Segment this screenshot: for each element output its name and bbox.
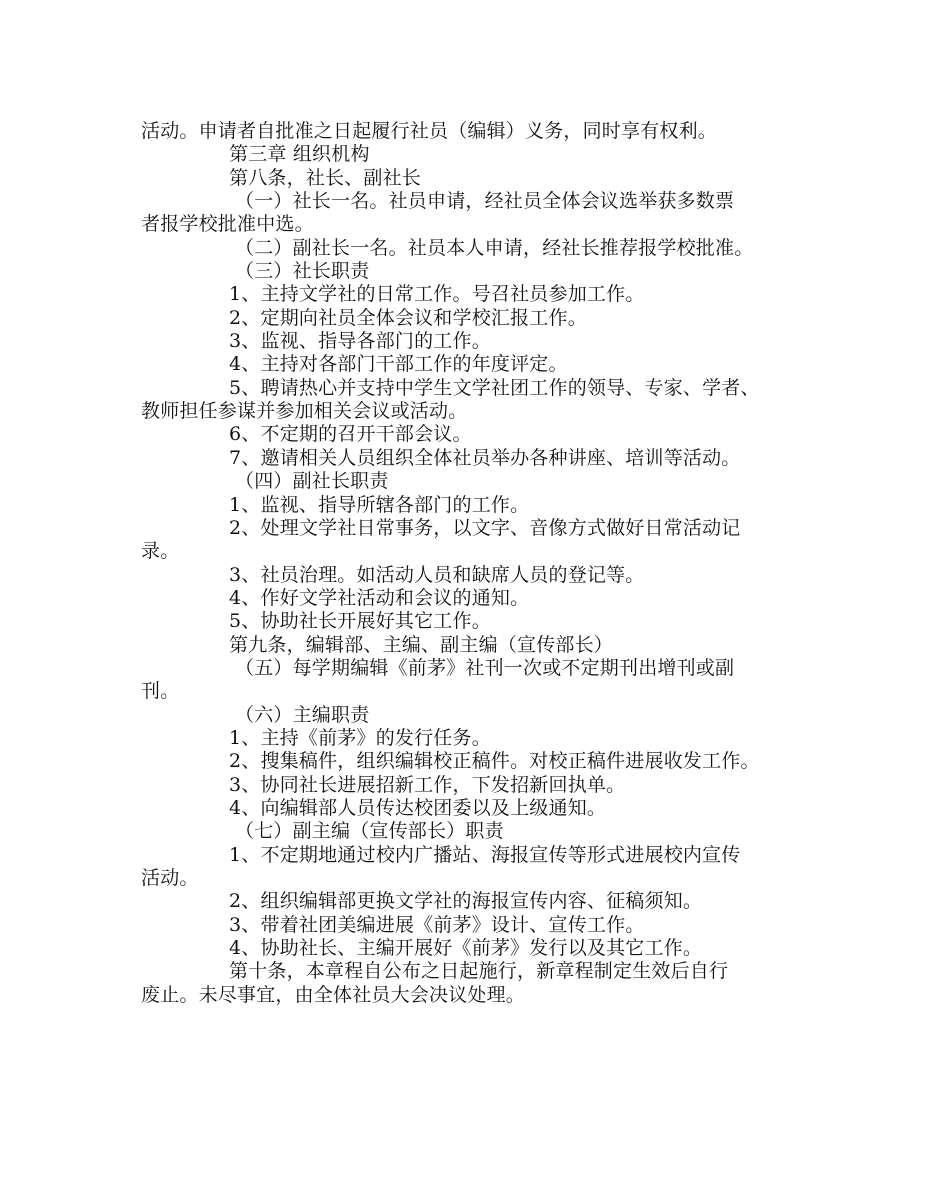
list-item: 7、邀请相关人员组织全体社员举办各种讲座、培训等活动。 [229, 446, 741, 469]
section-heading: （六）主编职责 [235, 703, 370, 726]
list-item: 1、主持《前茅》的发行任务。 [229, 726, 491, 749]
section-heading: （七）副主编（宣传部长）职责 [235, 820, 504, 843]
text-line: 教师担任参谋并参加相关会议或活动。 [141, 400, 468, 423]
list-item: 2、搜集稿件，组织编辑校正稿件。对校正稿件进展收发工作。 [229, 750, 760, 773]
text-line: 废止。未尽事宜，由全体社员大会决议处理。 [141, 983, 526, 1006]
text-line: 录。 [141, 540, 180, 563]
list-item: 4、协助社长、主编开展好《前茅》发行以及其它工作。 [229, 937, 703, 960]
list-item: 1、主持文学社的日常工作。号召社员参加工作。 [229, 283, 645, 306]
list-item: 2、组织编辑部更换文学社的海报宣传内容、征稿须知。 [229, 890, 703, 913]
list-item: 2、定期向社员全体会议和学校汇报工作。 [229, 306, 587, 329]
article-heading: 第八条，社长、副社长 [229, 166, 422, 189]
list-item: 6、不定期的召开干部会议。 [229, 423, 472, 446]
chapter-heading: 第三章 组织机构 [229, 143, 370, 166]
article-heading: 第十条，本章程自公布之日起施行，新章程制定生效后自行 [229, 960, 729, 983]
document-body [141, 120, 831, 1007]
list-item: 3、带着社团美编进展《前茅》设计、宣传工作。 [229, 913, 645, 936]
text-line: （二）副社长一名。社员本人申请，经社长推荐报学校批准。 [235, 236, 754, 259]
list-item: 1、不定期地通过校内广播站、海报宣传等形式进展校内宣传 [229, 843, 741, 866]
section-heading: （四）副社长职责 [235, 470, 389, 493]
list-item: 5、协助社长开展好其它工作。 [229, 610, 491, 633]
text-line: （五）每学期编辑《前茅》社刊一次或不定期刊出增刊或副 [235, 656, 735, 679]
article-heading: 第九条，编辑部、主编、副主编（宣传部长） [229, 633, 614, 656]
list-item: 3、协同社长进展招新工作，下发招新回执单。 [229, 773, 626, 796]
list-item: 1、监视、指导所辖各部门的工作。 [229, 493, 530, 516]
text-line: 活动。申请者自批准之日起履行社员（编辑）义务，同时享有权利。 [141, 120, 718, 142]
list-item: 3、社员治理。如活动人员和缺席人员的登记等。 [229, 563, 645, 586]
list-item: 3、监视、指导各部门的工作。 [229, 330, 491, 353]
text-line: 者报学校批准中选。 [141, 213, 314, 236]
text-line: （一）社长一名。社员申请，经社员全体会议选举获多数票 [235, 190, 735, 213]
section-heading: （三）社长职责 [235, 260, 370, 283]
list-item: 4、作好文学社活动和会议的通知。 [229, 586, 530, 609]
list-item: 4、主持对各部门干部工作的年度评定。 [229, 353, 568, 376]
text-line: 活动。 [141, 867, 199, 889]
list-item: 2、处理文学社日常事务，以文字、音像方式做好日常活动记 [229, 516, 741, 539]
list-item: 4、向编辑部人员传达校团委以及上级通知。 [229, 796, 607, 819]
text-line: 刊。 [141, 680, 180, 703]
list-item: 5、聘请热心并支持中学生文学社团工作的领导、专家、学者、 [229, 376, 760, 399]
